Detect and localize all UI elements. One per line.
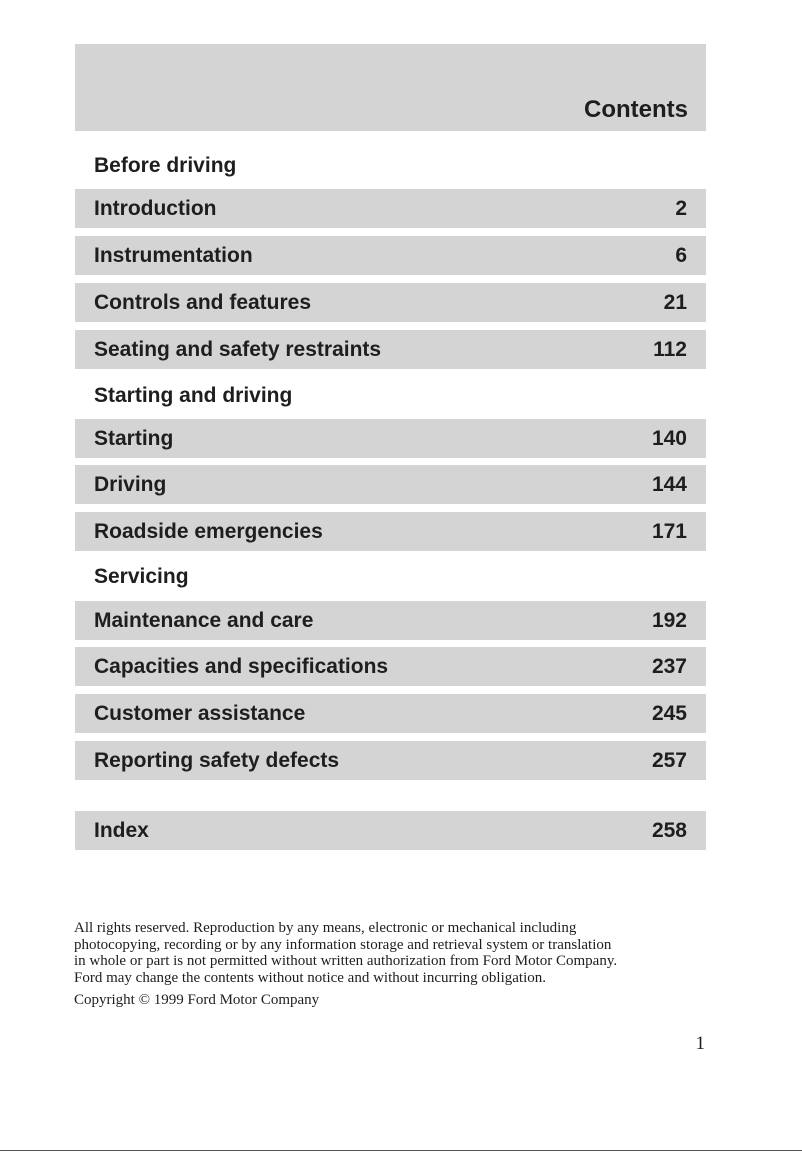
page-title: Contents	[584, 96, 688, 123]
section-heading-before-driving: Before driving	[94, 154, 237, 177]
toc-entry-driving[interactable]	[75, 465, 706, 504]
toc-entry-page: 6	[675, 244, 687, 267]
toc-entry-label: Maintenance and care	[94, 609, 314, 632]
legal-line: photocopying, recording or by any information storage and retrieval system or translation	[74, 936, 612, 953]
toc-entry-page: 258	[651, 819, 687, 842]
toc-entry-page: 2	[675, 197, 687, 220]
toc-entry-reporting-safety-defects[interactable]	[75, 741, 706, 780]
toc-entry-customer-assistance[interactable]	[75, 694, 706, 733]
toc-entry-controls-and-features[interactable]	[75, 283, 706, 322]
toc-entry-roadside-emergencies[interactable]	[75, 512, 706, 551]
toc-entry-label: Index	[94, 819, 149, 842]
toc-entry-page: 237	[651, 655, 687, 678]
toc-entry-label: Introduction	[94, 197, 217, 220]
page-bottom-divider	[0, 1150, 802, 1151]
toc-entry-page: 171	[651, 520, 687, 543]
toc-entry-label: Capacities and specifications	[94, 655, 389, 678]
toc-entry-label: Controls and features	[94, 291, 312, 314]
toc-entry-starting[interactable]	[75, 419, 706, 458]
section-heading-servicing: Servicing	[94, 565, 189, 588]
toc-entry-index[interactable]	[75, 811, 706, 850]
toc-entry-label: Customer assistance	[94, 702, 306, 725]
page-number: 1	[695, 1033, 705, 1054]
toc-entry-introduction[interactable]	[75, 189, 706, 228]
copyright-notice: Copyright © 1999 Ford Motor Company	[74, 992, 320, 1008]
toc-entry-label: Starting	[94, 427, 174, 450]
toc-entry-instrumentation[interactable]	[75, 236, 706, 275]
toc-entry-page: 245	[651, 702, 687, 725]
legal-notice	[74, 920, 714, 986]
legal-line: in whole or part is not permitted without written authorization from Ford Motor Company.	[74, 953, 618, 969]
toc-entry-label: Seating and safety restraints	[94, 338, 382, 361]
toc-entry-page: 140	[651, 427, 687, 450]
contents-header-band	[75, 44, 706, 131]
toc-entry-capacities-and-specifications[interactable]	[75, 647, 706, 686]
toc-entry-label: Instrumentation	[94, 244, 253, 267]
toc-entry-page: 144	[651, 473, 687, 496]
legal-line: Ford may change the contents without notice and without incurring obligation.	[74, 969, 546, 986]
toc-entry-page: 257	[651, 749, 687, 772]
toc-entry-page: 192	[651, 609, 687, 632]
section-heading-starting-and-driving: Starting and driving	[94, 384, 293, 407]
toc-entry-label: Roadside emergencies	[94, 520, 323, 543]
toc-entry-seating-and-safety-restraints[interactable]	[75, 330, 706, 369]
toc-entry-label: Reporting safety defects	[94, 749, 340, 772]
toc-entry-page: 21	[663, 291, 687, 314]
toc-entry-label: Driving	[94, 473, 167, 496]
toc-entry-maintenance-and-care[interactable]	[75, 601, 706, 640]
legal-line: All rights reserved. Reproduction by any means, electronic or mechanical including	[74, 920, 577, 936]
toc-entry-page: 112	[653, 338, 687, 361]
